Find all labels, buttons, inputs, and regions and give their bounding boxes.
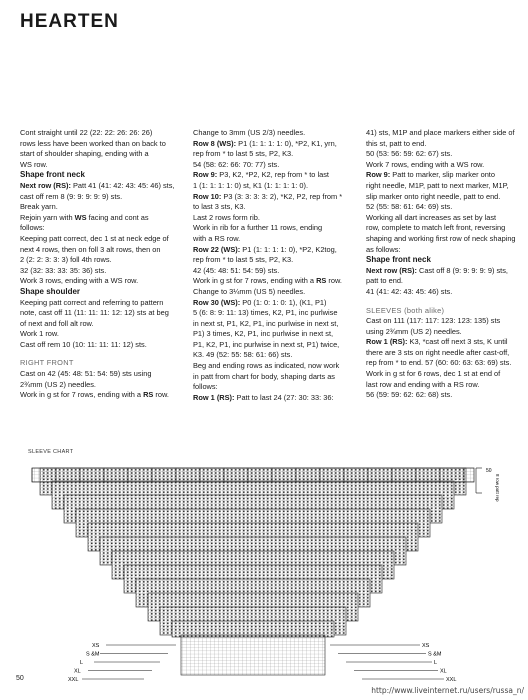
chart-band [172,621,334,637]
instruction-text: Cast off 8 (9: 9: 9: 9: 9) sts, patt to end. 41 (41: 42: 43: 45: 46) sts. [366,265,508,296]
size-label-left: S &M [86,651,100,658]
instruction-text: Patt 41 (41: 42: 43: 45: 46) sts, cast off rem 8 (9: 9: 9: 9: 9) sts. [20,180,175,201]
instruction-paragraph: Last 2 rows form rib. Work in rib for a further 11 rows, ending with a RS row. [193,212,323,243]
section-heading: Shape front neck [366,255,431,265]
instruction-paragraph: Keeping patt correct, dec 1 st at neck edge of next 4 rows, then on foll 3 alt rows, then on 2 (2: 2: 3: 3: 3) foll 4th rows. 32 (32: 33: 33: 35: 36) sts. Work 3 rows, ending with a WS row. [20,233,169,286]
instruction-row-label: RS [316,276,327,286]
section-title: SLEEVES (both alike) [366,305,445,315]
instruction-row-label: Row 10: [193,191,222,201]
size-label-right: XS [422,643,430,649]
instruction-text: row. Change to 3¼mm (US 5) needles. [193,276,342,296]
instruction-row [20,390,182,401]
sleeve-chart-label: SLEEVE CHART [28,449,74,455]
instruction-text: facing and cont as follows: [20,212,149,233]
instruction-row-label: Row 1 (RS): [193,392,235,402]
chart-cuff [181,635,325,675]
instruction-row [366,170,522,212]
instruction-text: P3 (3: 3: 3: 3: 2), *K2, P2, rep from * to last 3 sts, K3. [193,191,343,212]
instruction-row-label: Row 9: [193,170,218,180]
instruction-row [193,276,361,297]
instruction-text: Work in g st for 7 rows, ending with a [20,390,144,400]
size-label-left: L [80,660,84,666]
instructions-column-1 [20,128,182,401]
instruction-row [193,245,361,277]
instruction-row [193,192,361,213]
page-number: 50 [16,675,24,682]
instruction-text: Rejoin yarn with [20,212,75,222]
instruction-text: K3, *cast off next 3 sts, K until there are 3 sts on right needle after cast-off, rep from * to end. 57 (60: 60: 63: 63: 69) sts. Work in g st for 6 rows, dec 1 st at end of last row and ending with a RS row. 56 (59: 59: 62: 62: 68) sts. [366,337,512,400]
size-label-left: XS [92,643,100,649]
instructions-column-2 [193,128,361,403]
size-markers-right [330,643,456,683]
size-label-right: S &M [428,651,442,658]
size-markers-left [68,643,176,683]
instruction-paragraph: Cont straight until 22 (22: 22: 26: 26: 26) rows less have been worked than on back to start of shoulder shaping, ending with a WS row. [20,128,166,169]
instruction-row-label: Row 22 (WS): [193,244,241,254]
chart-grid [32,468,482,675]
section-title: RIGHT FRONT [20,358,74,368]
pattern-title: HEARTEN [20,11,119,32]
sleeve-chart-graphic [14,449,514,684]
instruction-text: Patt to marker, slip marker onto right needle, M1P, patt to next marker, M1P, slip marker onto right needle, patt to end. 52 (55: 58: 61: 64: 69) sts. [366,170,509,212]
size-label-right: XL [440,668,447,675]
instruction-paragraph: Cast on 111 (117: 117: 123: 123: 135) sts using 2¾mm (US 2) needles. [366,316,501,336]
instruction-row [20,181,182,202]
instruction-text: P1 (1: 1: 1: 1: 0), *P2, K2tog, rep from * to last 5 sts, P2, K3. 42 (45: 48: 51: 54: 59) sts. [193,244,337,275]
instruction-paragraph: Break yarn. [20,202,58,212]
section-heading: Shape front neck [20,170,85,180]
instruction-row [193,298,361,362]
instruction-row-label: Next row (RS): [366,265,417,275]
instruction-row-label: Row 9: [366,170,391,180]
instruction-paragraph: Beg and ending rows as indicated, now work in patt from chart for body, shaping darts as follows: [193,361,340,392]
section-heading: Shape shoulder [20,286,81,296]
instruction-row [193,393,361,404]
instruction-paragraph: Working all dart increases as set by last row, complete to match left front, reversing shaping and working first row of neck shaping as follows: [366,212,516,254]
instruction-row-label: Row 30 (WS): [193,297,241,307]
instruction-row-label: RS [143,390,154,400]
instruction-paragraph: Cast on 42 (45: 48: 51: 54: 59) sts using 2¾mm (US 2) needles. [20,369,152,389]
chart-top-band [32,468,474,482]
instruction-row-label: Row 8 (WS): [193,138,237,148]
instruction-row-label: Row 1 (RS): [366,337,408,347]
instruction-row-label: Next row (RS): [20,180,71,190]
instruction-row [20,213,182,234]
size-label-right: L [434,660,438,666]
instruction-text: row. [153,390,169,400]
instruction-text: P0 (1: 0: 1: 0: 1), (K1, P1) 5 (6: 8: 9: 11: 13) times, K2, P1, inc purlwise in next st, P1, K2, P1, inc purlwise in next st, P1) 3 times, K2, P1, inc purlwise in next st, P1, K2, P1, inc purlwise in next st, P1) twice, K3. 49 (52: 55: 58: 61: 66) sts. [193,297,340,360]
chart-repeat-label: 8 row patt rep [495,474,500,502]
instruction-paragraph: 41) sts, M1P and place markers either side of this st, patt to end. 50 (53: 56: 59: 62: 67) sts. Work 7 rows, ending with a WS row. [366,128,515,169]
instruction-text: Work in g st for 7 rows, ending with a [193,276,317,286]
instruction-paragraph: Change to 3mm (US 2/3) needles. [193,128,306,137]
sleeve-chart [14,449,514,684]
instruction-text: Patt to last 24 (27: 30: 33: 36: [234,392,334,402]
instructions-column-3 [366,128,522,401]
instruction-row [366,337,522,401]
size-label-left: XL [74,668,81,675]
instruction-text: P1 (1: 1: 1: 1: 0), *P2, K1, yrn, rep from * to last 5 sts, P2, K3. 54 (58: 62: 66: 70: 77) sts. [193,138,337,169]
instruction-row [366,266,522,298]
size-label-left: XXL [68,677,79,683]
watermark-url: http://www.liveinternet.ru/users/russa_n/ [371,686,524,695]
instruction-row [193,170,361,191]
instruction-row [193,139,361,171]
chart-top-row-number: 50 [486,468,492,474]
instruction-paragraph: Keeping patt correct and referring to pattern note, cast off 11 (11: 11: 11: 12: 12) sts at beg of next and foll alt row. Work 1 row. Cast off rem 10 (10: 11: 11: 11: 12) sts. [20,297,169,349]
instruction-row-label: WS [74,212,87,222]
instruction-text: P3, K2, *P2, K2, rep from * to last 1 (1: 1: 1: 1: 0) st, K1 (1: 1: 1: 1: 0). [193,170,329,190]
size-label-right: XXL [446,677,457,683]
